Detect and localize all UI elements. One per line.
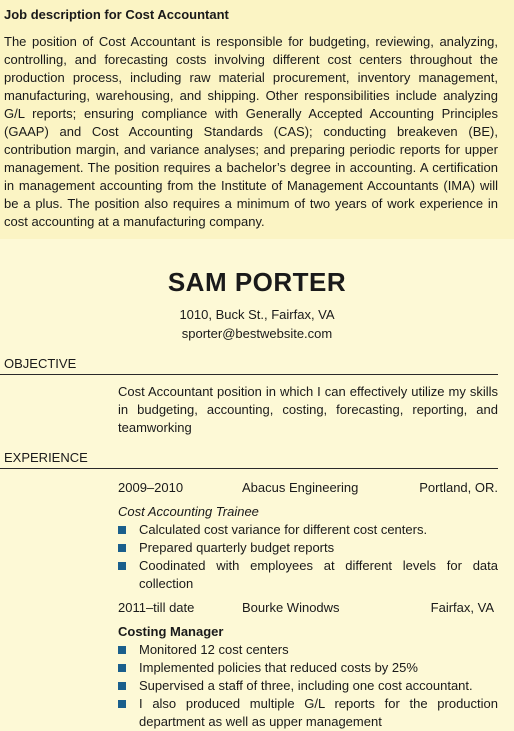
- list-item: Prepared quarterly budget reports: [118, 539, 498, 557]
- job-entry-header: [118, 479, 498, 497]
- candidate-name: SAM PORTER: [167, 267, 347, 297]
- job-role: Cost Accounting Trainee: [118, 504, 259, 519]
- resume: [0, 239, 514, 731]
- job-description-title: Job description for Cost Accountant: [4, 7, 229, 22]
- list-item: Coodinated with employees at different levels for data collection: [118, 557, 498, 593]
- address: 1010, Buck St., Fairfax, VA: [179, 307, 335, 322]
- job-dates: 2011–till date: [118, 600, 195, 615]
- bullet-square-icon: [118, 700, 126, 708]
- experience-heading: EXPERIENCE: [0, 450, 498, 469]
- job-bullets: [118, 641, 498, 731]
- job-location: Portland, OR.: [419, 480, 498, 495]
- contact-info: [0, 305, 514, 343]
- job-description-box: [0, 0, 514, 239]
- objective-heading: OBJECTIVE: [0, 356, 498, 375]
- list-item: I also produced multiple G/L reports for the production department as well as upper management: [118, 695, 498, 731]
- bullet-square-icon: [118, 682, 126, 690]
- bullet-square-icon: [118, 544, 126, 552]
- list-item: Monitored 12 cost centers: [118, 641, 498, 659]
- list-item: Supervised a staff of three, including one cost accountant.: [118, 677, 498, 695]
- job-bullets: [118, 521, 498, 593]
- job-location: Fairfax, VA: [430, 600, 494, 615]
- bullet-square-icon: [118, 526, 126, 534]
- email: sporter@bestwebsite.com: [181, 326, 333, 341]
- objective-text: Cost Accountant position in which I can effectively utilize my skills in budgeting, accounting, costing, forecasting, reporting, and teamworking: [118, 384, 498, 435]
- list-item: Calculated cost variance for different cost centers.: [118, 521, 498, 539]
- bullet-square-icon: [118, 664, 126, 672]
- job-description-text: The position of Cost Accountant is responsible for budgeting, reviewing, analyzing, controlling, and forecasting costs involving different cost centers throughout the production process, including raw material procurement, inventory management, manufacturing, warehousing, and shipping. Other responsibilities include analyzing G/L reports; ensuring compliance with Generally Accepted Accounting Principles (GAAP) and Cost Accounting Standards (CAS); conducting breakeven (BE), contribution margin, and variance analyses; and preparing periodic reports for upper management. The position requires a bachelor’s degree in accounting. A certification in management accounting from the Institute of Management Accountants (IMA) will be a plus. The position also requires a minimum of two years of work experience in cost accounting at a manufacturing company.: [4, 34, 498, 229]
- list-item: Implemented policies that reduced costs by 25%: [118, 659, 498, 677]
- bullet-square-icon: [118, 646, 126, 654]
- job-role: Costing Manager: [118, 624, 224, 639]
- job-dates: 2009–2010: [118, 480, 184, 495]
- job-company: Bourke Winodws: [242, 600, 340, 615]
- job-entry-header: [118, 599, 498, 617]
- bullet-square-icon: [118, 562, 126, 570]
- job-company: Abacus Engineering: [242, 480, 359, 495]
